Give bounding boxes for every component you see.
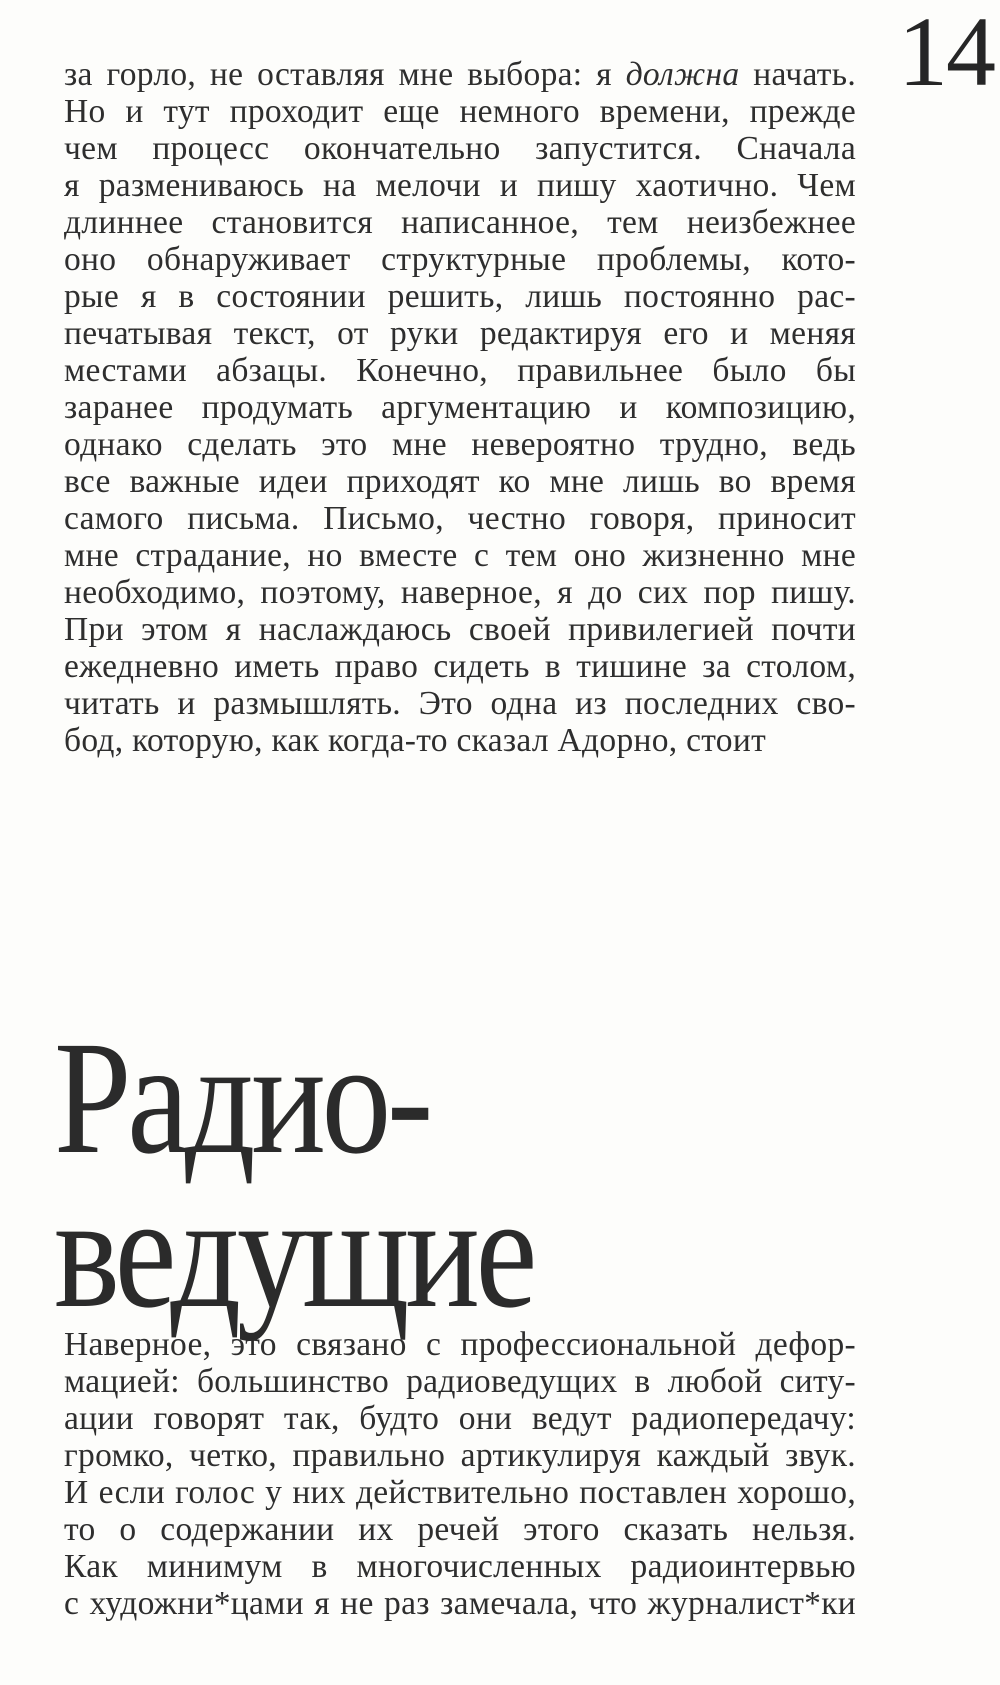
text-run: начать. [739, 56, 856, 93]
text-line: рые я в состоянии решить, лишь постоянно рас- [64, 278, 856, 315]
text-line: необходимо, поэтому, наверное, я до сих пор пишу. [64, 574, 856, 611]
body-paragraph-top [64, 56, 856, 759]
text-line: читать и размышлять. Это одна из последних сво- [64, 685, 856, 722]
text-line: заранее продумать аргументацию и композицию, [64, 389, 856, 426]
text-line: чем процесс окончательно запустится. Сначала [64, 130, 856, 167]
text-line: с художни*цами я не раз замечала, что журналист*ки [64, 1585, 856, 1622]
text-line: громко, четко, правильно артикулируя каждый звук. [64, 1437, 856, 1474]
text-line: Как минимум в многочисленных радиоинтервью [64, 1548, 856, 1585]
section-heading-line: Радио- [54, 1009, 430, 1188]
text-line: ежедневно иметь право сидеть в тишине за столом, [64, 648, 856, 685]
text-line: все важные идеи приходят ко мне лишь во время [64, 463, 856, 500]
text-line: то о содержании их речей этого сказать нельзя. [64, 1511, 856, 1548]
text-line: мацией: большинство радиоведущих в любой ситу- [64, 1363, 856, 1400]
text-line: Но и тут проходит еще немного времени, прежде [64, 93, 856, 130]
text-line: печатывая текст, от руки редактируя его и меняя [64, 315, 856, 352]
text-line: самого письма. Письмо, честно говоря, приносит [64, 500, 856, 537]
text-line: местами абзацы. Конечно, правильнее было бы [64, 352, 856, 389]
text-line: ации говорят так, будто они ведут радиопередачу: [64, 1400, 856, 1437]
text-line: я размениваюсь на мелочи и пишу хаотично. Чем [64, 167, 856, 204]
text-line: оно обнаруживает структурные проблемы, кото- [64, 241, 856, 278]
text-line: бод, которую, как когда-то сказал Адорно, стоит [64, 722, 767, 759]
text-run: за горло, не оставляя мне выбора: я [64, 56, 626, 93]
text-line: Наверное, это связано с профессиональной дефор- [64, 1326, 856, 1363]
text-line: однако сделать это мне невероятно трудно, ведь [64, 426, 856, 463]
text-line: При этом я наслаждаюсь своей привилегией почти [64, 611, 856, 648]
page-number: 14 [898, 0, 994, 107]
emphasis-word: должна [625, 56, 740, 93]
text-line [64, 56, 856, 93]
text-line: длиннее становится написанное, тем неизбежнее [64, 204, 856, 241]
body-paragraph-bottom [64, 1326, 856, 1622]
section-heading [54, 1009, 534, 1342]
text-line: мне страдание, но вместе с тем оно жизненно мне [64, 537, 856, 574]
text-line: И если голос у них действительно поставлен хорошо, [64, 1474, 856, 1511]
section-heading-line: ведущие [54, 1163, 534, 1342]
